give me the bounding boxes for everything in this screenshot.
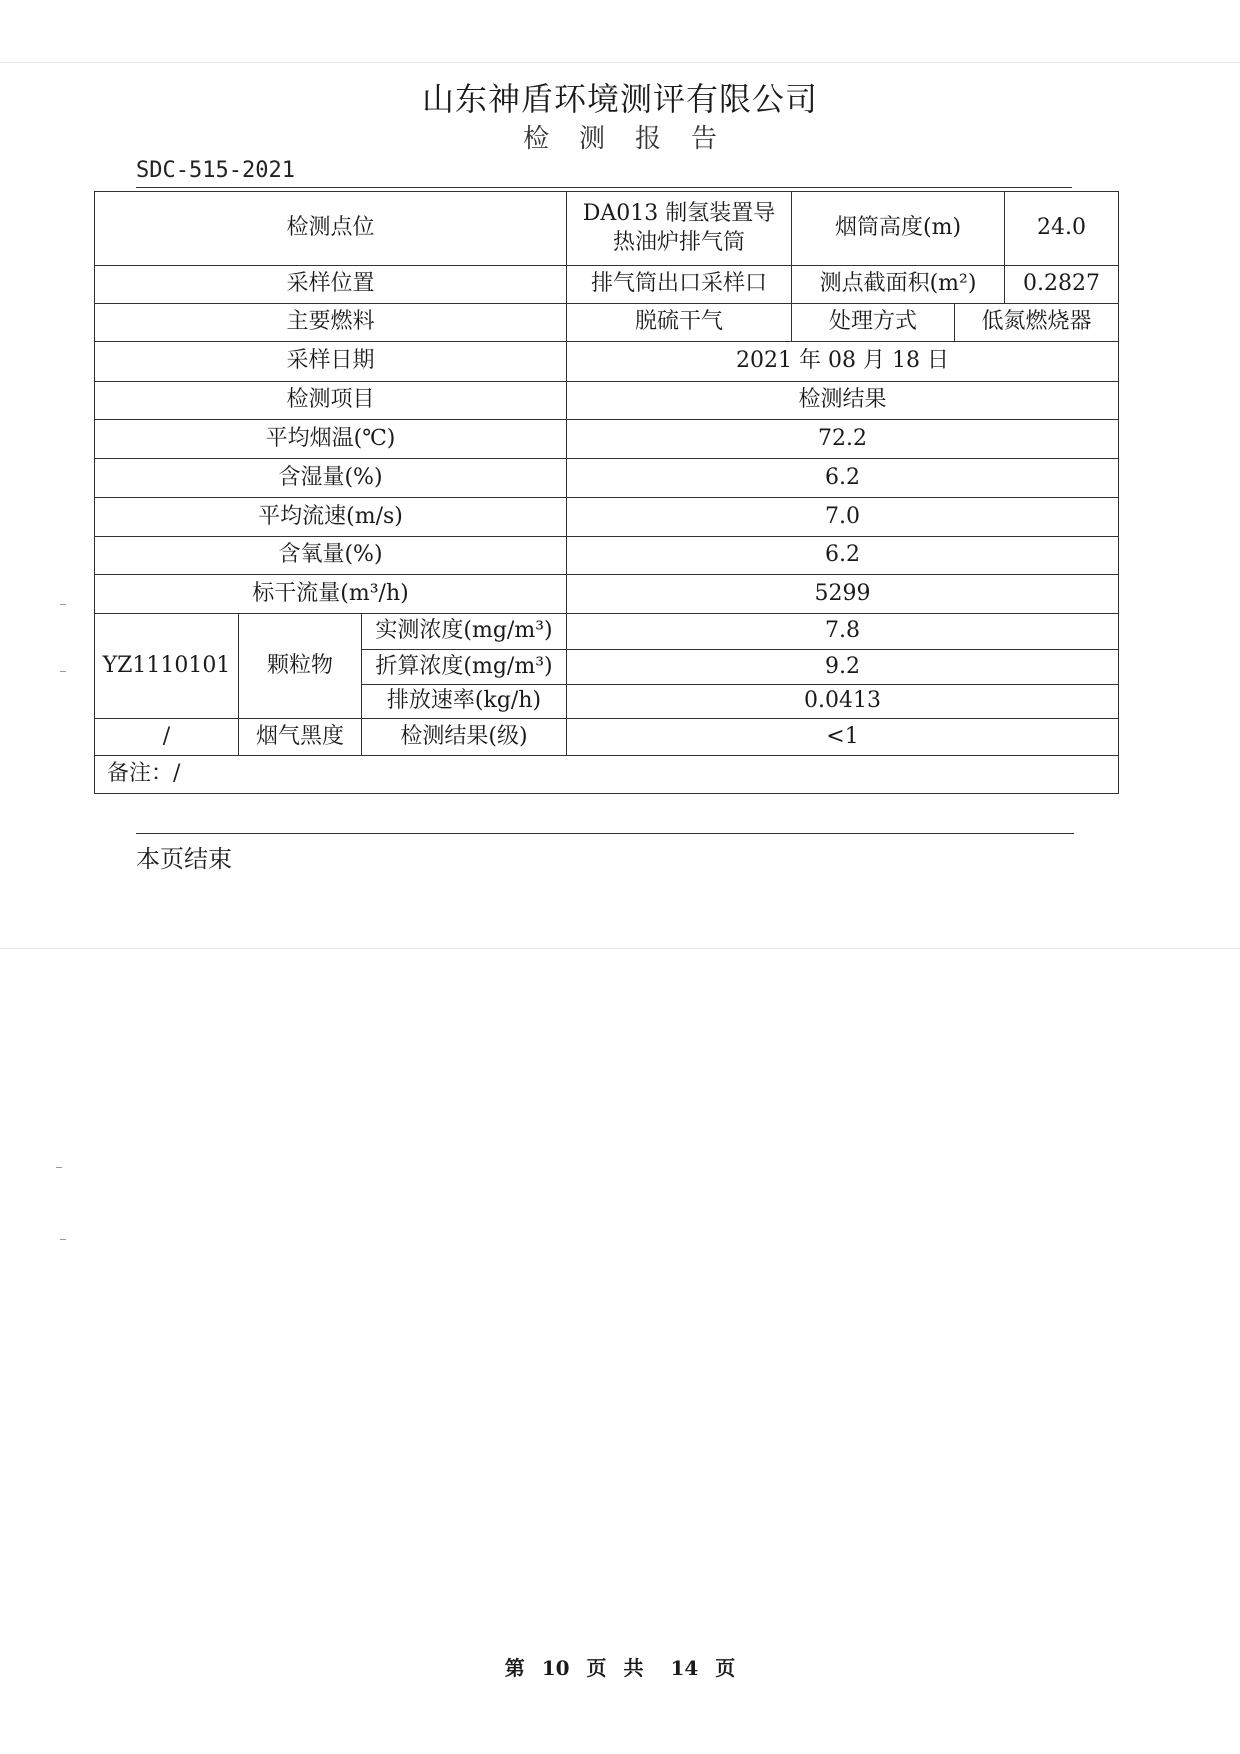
top-scan-edge [0,62,1240,63]
pager-mid2: 共 [623,1656,644,1680]
label-cell: 检测点位 [95,192,567,266]
label-cell: 主要燃料 [95,304,567,342]
label-cell: 检测结果(级) [362,719,567,756]
label-cell: 标干流量(m³/h) [95,575,567,614]
value-cell: 检测结果 [567,382,1119,420]
value-cell: <1 [567,719,1119,756]
label-cell: 平均烟温(℃) [95,420,567,459]
pager-prefix: 第 [504,1656,525,1680]
table-row [95,498,1119,537]
table-row [95,575,1119,614]
scan-mark [56,1167,62,1168]
table-row [95,192,1119,266]
label-cell: 含氧量(%) [95,537,567,575]
table-row [95,420,1119,459]
table-row [95,719,1119,756]
remark-cell: 备注：/ [95,756,1119,794]
value-cell: 6.2 [567,459,1119,498]
label-cell: 平均流速(m/s) [95,498,567,537]
value-cell: 2021 年 08 月 18 日 [567,342,1119,382]
table-row [95,614,1119,650]
table-row [95,266,1119,304]
header-rule [136,187,1072,188]
pager-suffix: 页 [715,1656,736,1680]
label-cell: 处理方式 [792,304,955,342]
page-number [0,1652,1240,1681]
scan-mark [60,671,66,672]
table-row [95,537,1119,575]
label-cell: 排放速率(kg/h) [362,685,567,719]
value-cell: 低氮燃烧器 [955,304,1119,342]
label-cell: 折算浓度(mg/m³) [362,650,567,685]
table-row [95,304,1119,342]
label-cell: 含湿量(%) [95,459,567,498]
smoke-code-cell: / [95,719,239,756]
label-cell: 实测浓度(mg/m³) [362,614,567,650]
pollutant-code-cell: YZ1110101 [95,614,239,719]
scan-mark [60,1239,66,1240]
company-name: 山东神盾环境测评有限公司 [421,80,818,118]
pager-current: 10 [541,1656,570,1680]
fold-scan-edge [0,948,1240,949]
table-row [95,382,1119,420]
value-cell: 排气筒出口采样口 [567,266,792,304]
value-cell: 脱硫干气 [567,304,792,342]
label-cell: 采样位置 [95,266,567,304]
table-row [95,459,1119,498]
report-code: SDC-515-2021 [136,158,295,183]
page-end-note: 本页结束 [136,845,232,873]
label-cell: 检测项目 [95,382,567,420]
pollutant-name-cell: 颗粒物 [239,614,362,719]
value-cell: 0.0413 [567,685,1119,719]
value-cell: 6.2 [567,537,1119,575]
value-cell: 72.2 [567,420,1119,459]
scan-mark [60,604,66,605]
report-title: 检测报告 [522,124,747,154]
label-cell: 烟筒高度(m) [792,192,1005,266]
smoke-name-cell: 烟气黑度 [239,719,362,756]
pager-mid1: 页 [586,1656,607,1680]
label-cell: 测点截面积(m²) [792,266,1005,304]
value-cell: 9.2 [567,650,1119,685]
pager-total: 14 [670,1656,699,1680]
value-cell: 7.0 [567,498,1119,537]
label-cell: 采样日期 [95,342,567,382]
table-row [95,756,1119,794]
footer-rule [136,833,1074,834]
table-row [95,342,1119,382]
monitoring-table [94,191,1119,794]
value-cell: 7.8 [567,614,1119,650]
value-cell: 0.2827 [1005,266,1119,304]
monitoring-point-cell: DA013 制氢装置导热油炉排气筒 [567,192,792,266]
value-cell: 5299 [567,575,1119,614]
value-cell: 24.0 [1005,192,1119,266]
